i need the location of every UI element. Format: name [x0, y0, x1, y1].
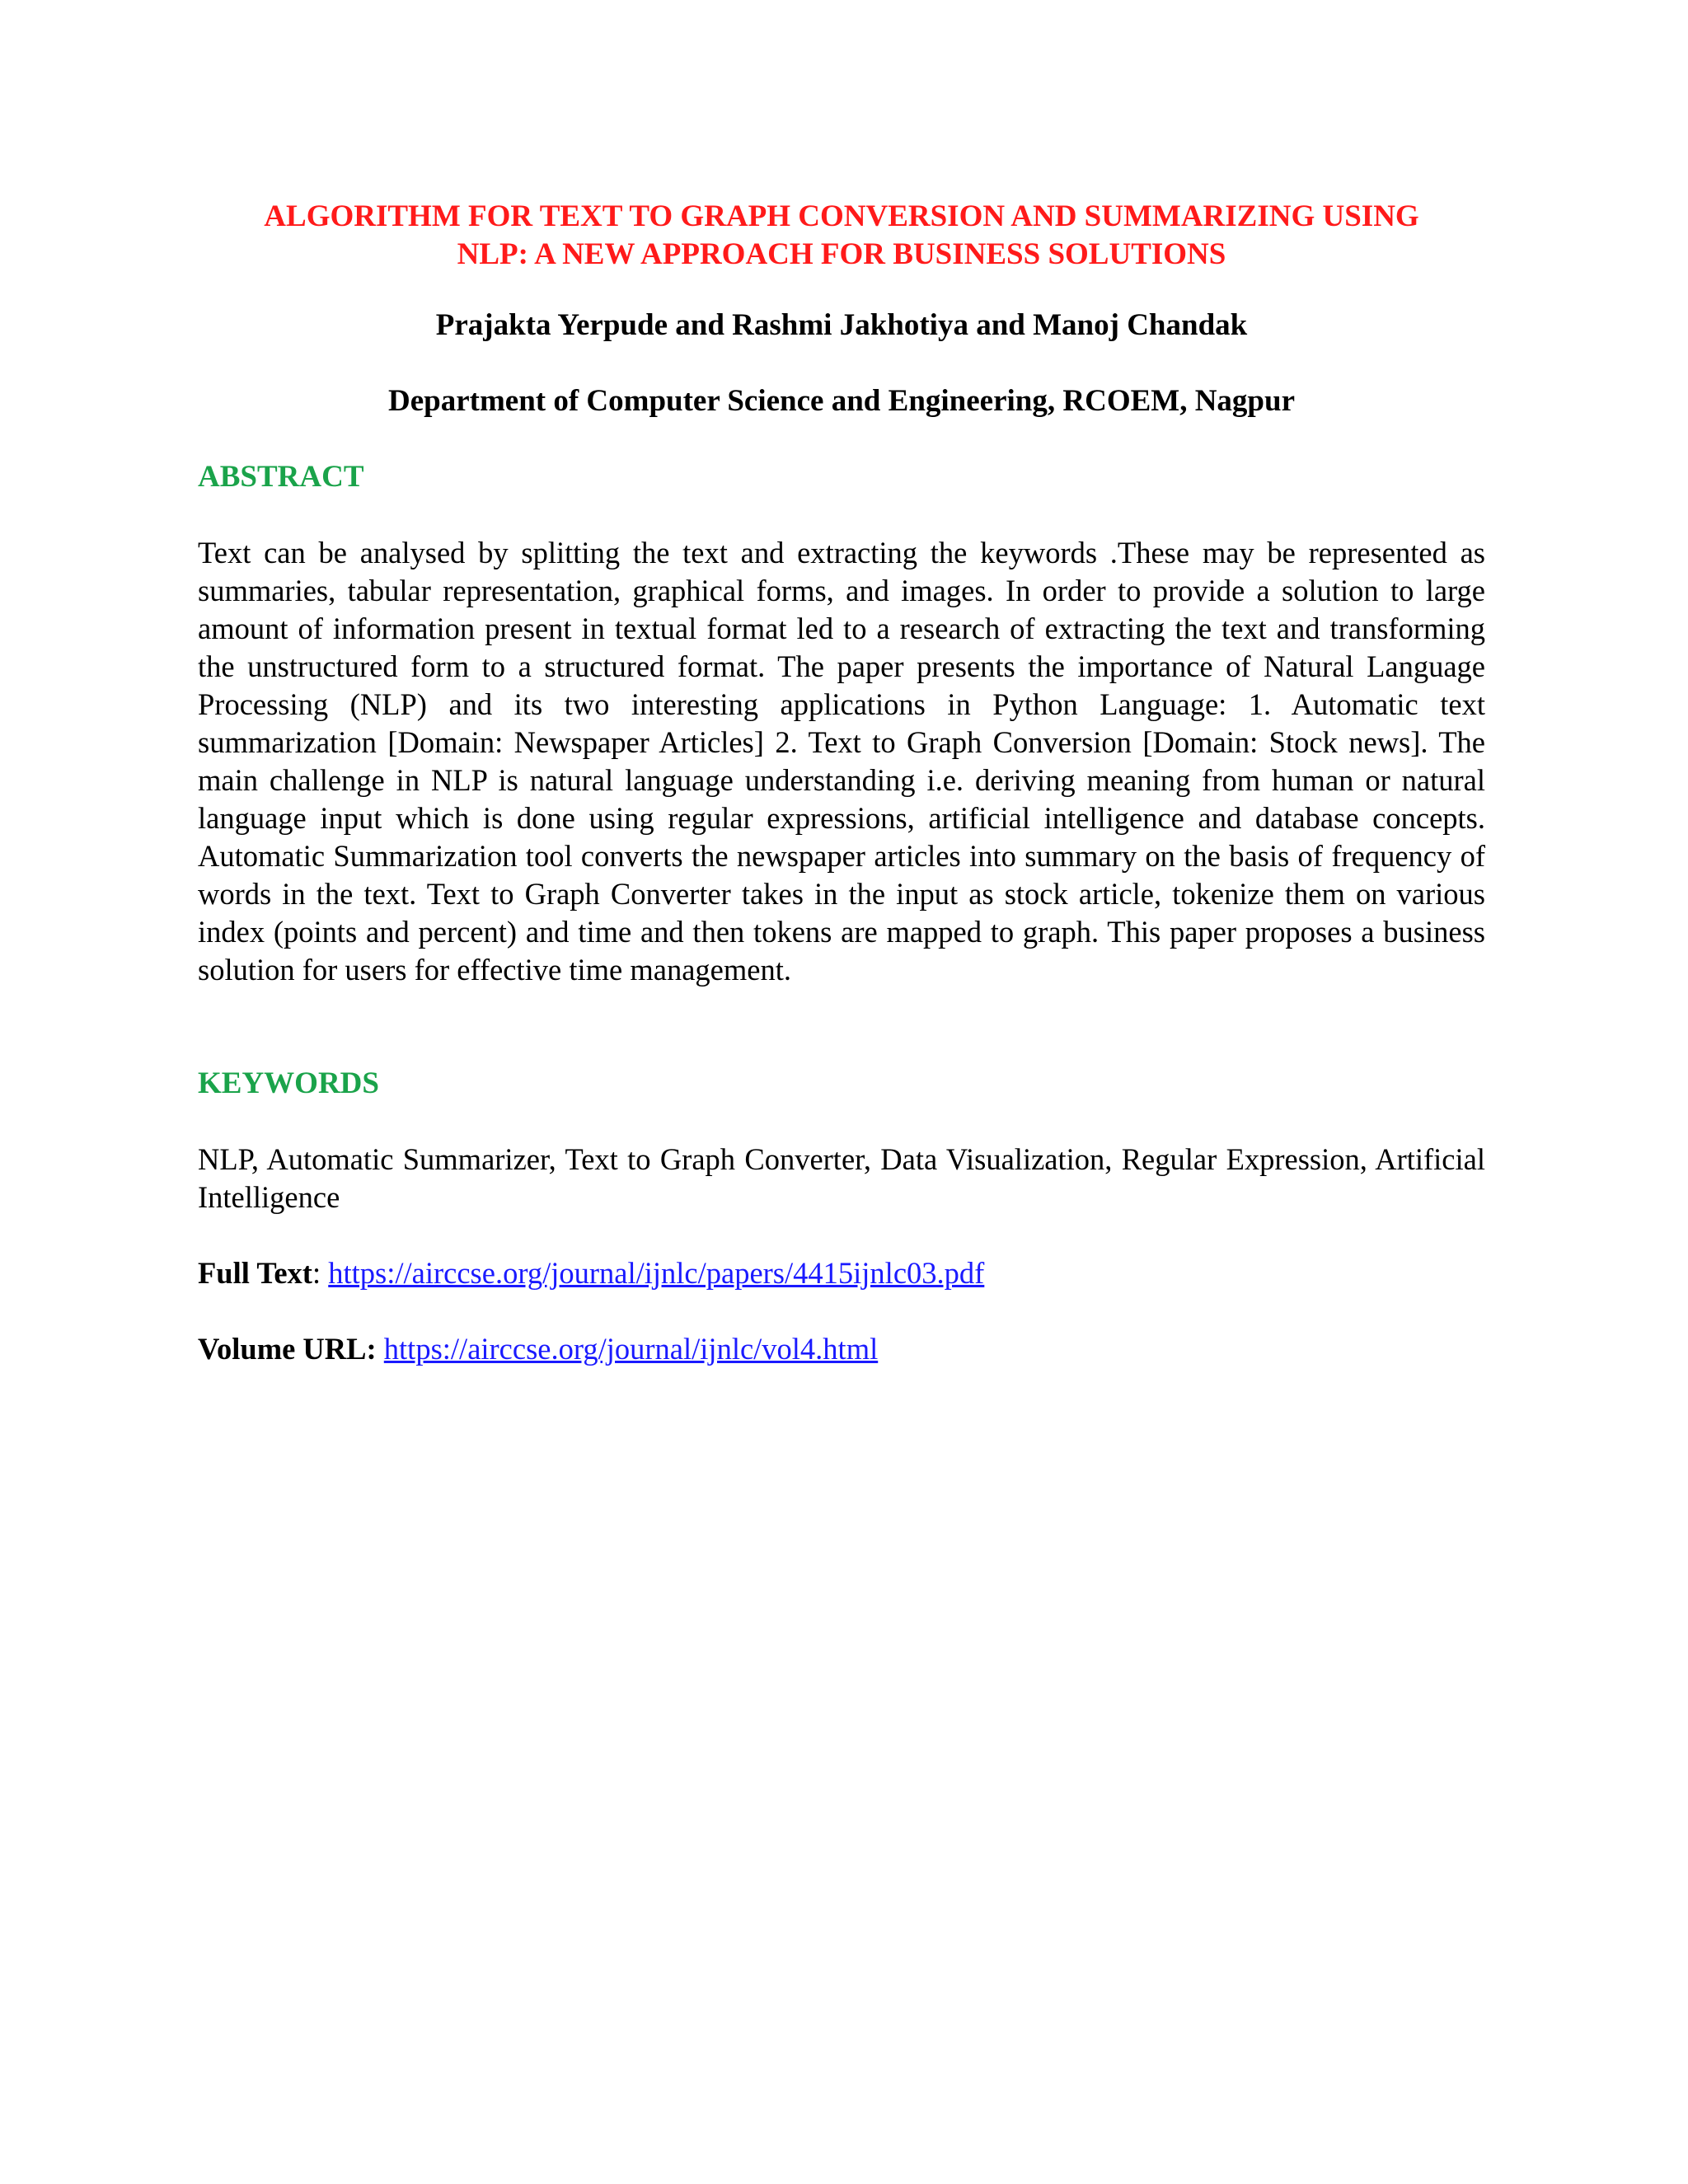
paper-title: [198, 198, 1485, 274]
keywords-heading: KEYWORDS: [198, 1066, 379, 1100]
paper-authors: Prajakta Yerpude and Rashmi Jakhotiya and Manoj Chandak: [435, 308, 1248, 342]
paper-title-line-1: ALGORITHM FOR TEXT TO GRAPH CONVERSION AND SUMMARIZING USING: [264, 199, 1419, 233]
full-text-line: [198, 1254, 984, 1292]
volume-url-link[interactable]: https://airccse.org/journal/ijnlc/vol4.html: [383, 1332, 879, 1366]
volume-url-separator: [377, 1332, 384, 1366]
paper-affiliation: Department of Computer Science and Engineering, RCOEM, Nagpur: [387, 384, 1295, 418]
full-text-label: Full Text: [198, 1256, 312, 1290]
abstract-text: Text can be analysed by splitting the text and extracting the keywords .These may be represented as summaries, tabular representation, graphical forms, and images. In order to provide a solution to large amount of information present in textual format led to a research of extracting the text and transforming the unstructured form to a structured format. The paper presents the importance of Natural Language Processing (NLP) and its two interesting applications in Python Language: 1. Automatic text summarization [Domain: Newspaper Articles] 2. Text to Graph Conversion [Domain: Stock news]. The main challenge in NLP is natural language understanding i.e. deriving meaning from human or natural language input which is done using regular expressions, artificial intelligence and database concepts. Automatic Summarization tool converts the newspaper articles into summary on the basis of frequency of words in the text. Text to Graph Converter takes in the input as stock article, tokenize them on various index (points and percent) and time and then tokens are mapped to graph. This paper proposes a business solution for users for effective time management.: [198, 536, 1485, 987]
keywords-text: NLP, Automatic Summarizer, Text to Graph Converter, Data Visualization, Regular Expression, Artificial Intelligence: [198, 1142, 1485, 1214]
full-text-separator: :: [312, 1256, 329, 1290]
full-text-link[interactable]: https://airccse.org/journal/ijnlc/papers/4415ijnlc03.pdf: [328, 1256, 985, 1290]
volume-url-label: Volume URL:: [198, 1332, 377, 1366]
paper-title-line-2: NLP: A NEW APPROACH FOR BUSINESS SOLUTIONS: [457, 237, 1226, 271]
abstract-heading: ABSTRACT: [198, 460, 364, 494]
volume-url-line: [198, 1330, 878, 1368]
